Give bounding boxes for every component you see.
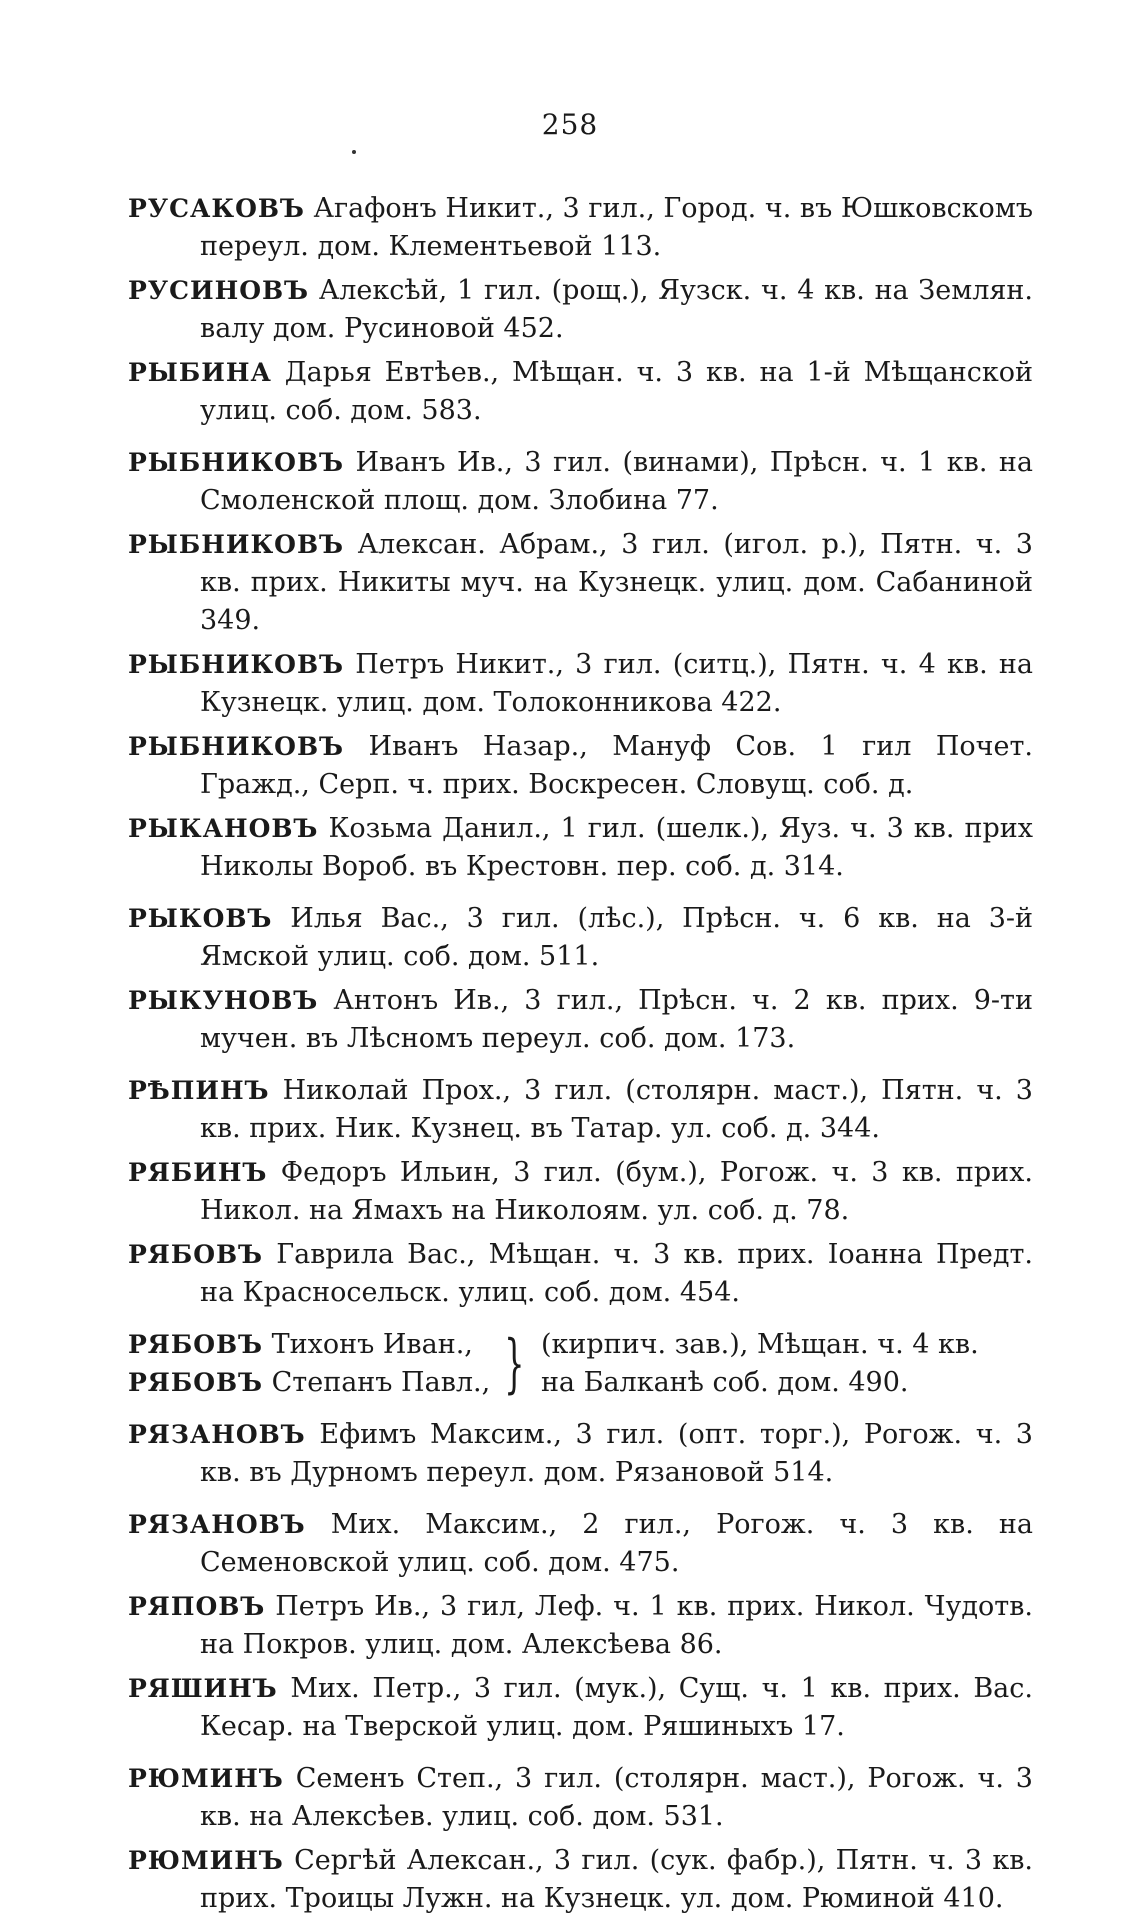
directory-entry bbox=[128, 1670, 1033, 1746]
entry-list bbox=[128, 1416, 1033, 1918]
entry-text: Мих. Максим., 2 гил., Рогож. ч. 3 кв. на Семеновской улиц. соб. дом. 475. bbox=[200, 1509, 1033, 1578]
entry-text: Мих. Петр., 3 гил. (мук.), Сущ. ч. 1 кв. прих. Вас. Кесар. на Тверской улиц. дом. Ряшиныхъ 17. bbox=[200, 1673, 1033, 1742]
entry-text: Антонъ Ив., 3 гил., Прѣсн. ч. 2 кв. прих. 9-ти мучен. въ Лѣсномъ переул. соб. дом. 173. bbox=[200, 985, 1033, 1054]
directory-entry bbox=[128, 646, 1033, 722]
entry-surname: РЯБИНЪ bbox=[128, 1158, 268, 1187]
entry-surname: РѢПИНЪ bbox=[128, 1076, 270, 1105]
entry-surname: РУСАКОВЪ bbox=[128, 194, 305, 223]
entry-surname: РЯЗАНОВЪ bbox=[128, 1420, 306, 1449]
directory-entry bbox=[128, 728, 1033, 804]
entry-surname: РЯБОВЪ bbox=[128, 1330, 264, 1359]
entry-surname: РЯЗАНОВЪ bbox=[128, 1510, 306, 1539]
entry-surname: РЫКАНОВЪ bbox=[128, 814, 319, 843]
entry-surname: РЮМИНЪ bbox=[128, 1764, 284, 1793]
directory-entry bbox=[128, 526, 1033, 640]
entry-text: Алексѣй, 1 гил. (рощ.), Яузск. ч. 4 кв. на Землян. валу дом. Русиновой 452. bbox=[200, 275, 1033, 344]
entry-text: Тихонъ Иван., bbox=[271, 1329, 473, 1360]
entry-text: Семенъ Степ., 3 гил. (столярн. маст.), Рогож. ч. 3 кв. на Алексѣев. улиц. соб. дом. 531. bbox=[200, 1763, 1033, 1832]
entry-surname: РЫКОВЪ bbox=[128, 904, 273, 933]
directory-entry bbox=[128, 1506, 1033, 1582]
directory-entry bbox=[128, 1588, 1033, 1664]
entry-text: Степанъ Павл., bbox=[271, 1367, 491, 1398]
directory-entries bbox=[128, 190, 1033, 1924]
entry-text: Иванъ Назар., Мануф Сов. 1 гил Почет. Гражд., Серп. ч. прих. Воскресен. Словущ. соб. д. bbox=[200, 731, 1033, 800]
directory-entry bbox=[128, 810, 1033, 886]
directory-entry bbox=[128, 354, 1033, 430]
entry-text: Гаврила Вас., Мѣщан. ч. 3 кв. прих. Іоанна Предт. на Красносельск. улиц. соб. дом. 454. bbox=[200, 1239, 1033, 1308]
entry-surname: РЫБНИКОВЪ bbox=[128, 448, 345, 477]
entry-surname: РЫКУНОВЪ bbox=[128, 986, 319, 1015]
directory-entry bbox=[128, 900, 1033, 976]
entry-text: Ефимъ Максим., 3 гил. (опт. торг.), Рогож. ч. 3 кв. въ Дурномъ переул. дом. Рязановой 514. bbox=[200, 1419, 1033, 1488]
entry-surname: РЫБИНА bbox=[128, 358, 272, 387]
entry-surname: РЯПОВЪ bbox=[128, 1592, 266, 1621]
directory-entry bbox=[128, 1842, 1033, 1918]
entry-text: Козьма Данил., 1 гил. (шелк.), Яуз. ч. 3 кв. прих Николы Вороб. въ Крестовн. пер. соб. д. 314. bbox=[200, 813, 1033, 882]
directory-entry bbox=[128, 190, 1033, 266]
directory-entry bbox=[128, 1760, 1033, 1836]
brace-glyph: } bbox=[504, 1327, 525, 1401]
entry-text: Иванъ Ив., 3 гил. (винами), Прѣсн. ч. 1 кв. на Смоленской площ. дом. Злобина 77. bbox=[200, 447, 1033, 516]
paired-details bbox=[541, 1326, 979, 1402]
directory-entry bbox=[128, 1236, 1033, 1312]
entry-surname: РЯБОВЪ bbox=[128, 1368, 264, 1397]
entry-text: Дарья Евтѣев., Мѣщан. ч. 3 кв. на 1-й Мѣщанской улиц. соб. дом. 583. bbox=[200, 357, 1033, 426]
entry-surname: РЮМИНЪ bbox=[128, 1846, 284, 1875]
decorative-dot bbox=[352, 150, 356, 154]
entry-text: Федоръ Ильин, 3 гил. (бум.), Рогож. ч. 3 кв. прих. Никол. на Ямахъ на Николоям. ул. соб. д. 78. bbox=[200, 1157, 1033, 1226]
entry-list bbox=[128, 190, 1033, 1312]
paired-detail-line: (кирпич. зав.), Мѣщан. ч. 4 кв. bbox=[540, 1329, 979, 1360]
paired-name-1 bbox=[128, 1326, 490, 1364]
entry-text: Николай Прох., 3 гил. (столярн. маст.), Пятн. ч. 3 кв. прих. Ник. Кузнец. въ Татар. ул. соб. д. 344. bbox=[200, 1075, 1033, 1144]
paired-name-2 bbox=[128, 1364, 490, 1402]
entry-surname: РЯШИНЪ bbox=[128, 1674, 278, 1703]
directory-entry bbox=[128, 1154, 1033, 1230]
directory-entry bbox=[128, 982, 1033, 1058]
entry-text: Петръ Ив., 3 гил, Леф. ч. 1 кв. прих. Никол. Чудотв. на Покров. улиц. дом. Алексѣева 86. bbox=[200, 1591, 1033, 1660]
entry-text: Петръ Никит., 3 гил. (ситц.), Пятн. ч. 4 кв. на Кузнецк. улиц. дом. Толоконникова 422. bbox=[200, 649, 1033, 718]
directory-entry bbox=[128, 444, 1033, 520]
directory-entry bbox=[128, 272, 1033, 348]
paired-entry bbox=[128, 1326, 1033, 1402]
entry-text: Илья Вас., 3 гил. (лѣс.), Прѣсн. ч. 6 кв. на 3-й Ямской улиц. соб. дом. 511. bbox=[200, 903, 1033, 972]
directory-entry bbox=[128, 1072, 1033, 1148]
paired-detail-line: на Балканѣ соб. дом. 490. bbox=[540, 1367, 909, 1398]
entry-surname: РЫБНИКОВЪ bbox=[128, 530, 345, 559]
paired-names bbox=[128, 1326, 490, 1402]
entry-surname: РЫБНИКОВЪ bbox=[128, 650, 345, 679]
entry-surname: РЯБОВЪ bbox=[128, 1240, 264, 1269]
entry-surname: РЫБНИКОВЪ bbox=[128, 732, 345, 761]
entry-surname: РУСИНОВЪ bbox=[128, 276, 310, 305]
directory-entry bbox=[128, 1416, 1033, 1492]
entry-text: Агафонъ Никит., 3 гил., Город. ч. въ Юшковскомъ переул. дом. Клементьевой 113. bbox=[200, 193, 1033, 262]
entry-text: Сергѣй Алексан., 3 гил. (сук. фабр.), Пятн. ч. 3 кв. прих. Троицы Лужн. на Кузнецк. ул. дом. Рюминой 410. bbox=[200, 1845, 1033, 1914]
entry-text: Алексан. Абрам., 3 гил. (игол. р.), Пятн. ч. 3 кв. прих. Никиты муч. на Кузнецк. улиц. дом. Сабаниной 349. bbox=[200, 529, 1033, 636]
page-number: 258 bbox=[541, 108, 599, 141]
